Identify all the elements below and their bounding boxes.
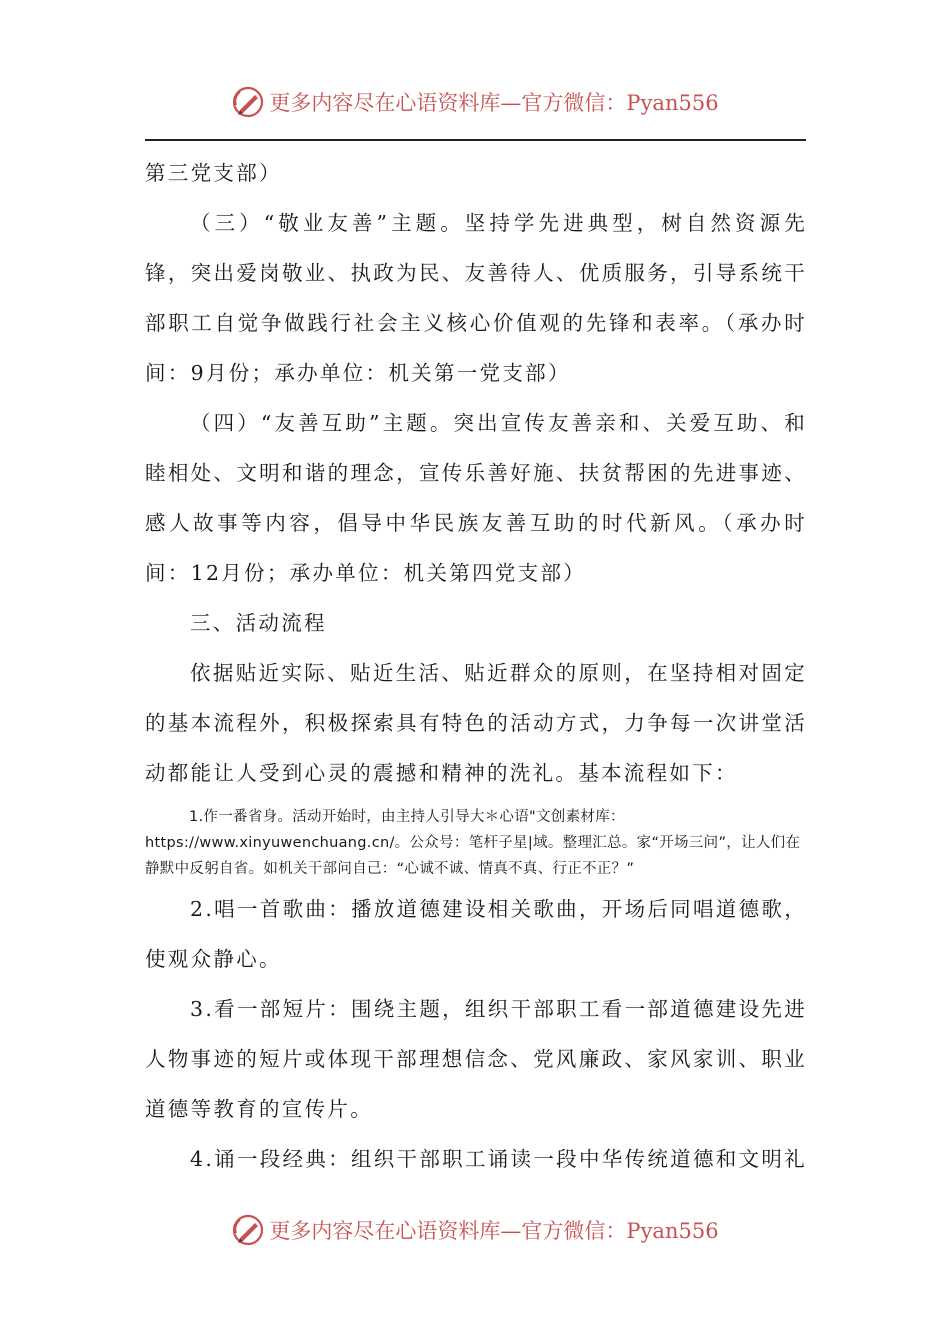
paragraph-step-two: 2.唱一首歌曲：播放道德建设相关歌曲，开场后同唱道德歌，使观众静心。: [145, 897, 807, 971]
pen-circle-logo-icon: [231, 85, 265, 119]
header-banner-text: 更多内容尽在心语资料库—官方微信：Pyan556: [269, 91, 719, 115]
section-heading-activity-flow: 三、活动流程: [190, 611, 327, 635]
footer-banner: [0, 1210, 950, 1250]
paragraph-step-three: 3.看一部短片：围绕主题，组织干部职工看一部道德建设先进人物事迹的短片或体现干部理想信念、党风廉政、家风家训、职业道德等教育的宣传片。: [145, 997, 807, 1121]
header-divider: [145, 139, 806, 141]
paragraph-continuation: 第三党支部）: [145, 161, 282, 185]
paragraph-step-four: 4.诵一段经典：组织干部职工诵读一段中华传统道德和文明礼: [190, 1147, 807, 1171]
paragraph-step-one: 1.作一番省身。活动开始时，由主持人引导大＊心语"文创素材库：https://www.xinyuwenchuang.cn/。公众号：笔杆子星|域。整理汇总。家“开场三问”，让人们在静默中反躬自省。如机关干部问自己：“心诚不诚、情真不真、行正不正？”: [145, 809, 801, 877]
paragraph-theme-three: （三）“敬业友善”主题。坚持学先进典型，树自然资源先锋，突出爱岗敬业、执政为民、友善待人、优质服务，引导系统干部职工自觉争做践行社会主义核心价值观的先锋和表率。（承办时间：9月份；承办单位：机关第一党支部）: [145, 211, 807, 385]
footer-banner-text: 更多内容尽在心语资料库—官方微信：Pyan556: [269, 1219, 719, 1243]
pen-circle-logo-icon: [231, 1213, 265, 1247]
paragraph-flow-intro: 依据贴近实际、贴近生活、贴近群众的原则，在坚持相对固定的基本流程外，积极探索具有特色的活动方式，力争每一次讲堂活动都能让人受到心灵的震撼和精神的洗礼。基本流程如下：: [145, 661, 807, 785]
document-body: [145, 148, 807, 1184]
header-banner: [0, 82, 950, 122]
paragraph-theme-four: （四）“友善互助”主题。突出宣传友善亲和、关爱互助、和睦相处、文明和谐的理念，宣传乐善好施、扶贫帮困的先进事迹、感人故事等内容，倡导中华民族友善互助的时代新风。（承办时间：12月份；承办单位：机关第四党支部）: [145, 411, 807, 585]
